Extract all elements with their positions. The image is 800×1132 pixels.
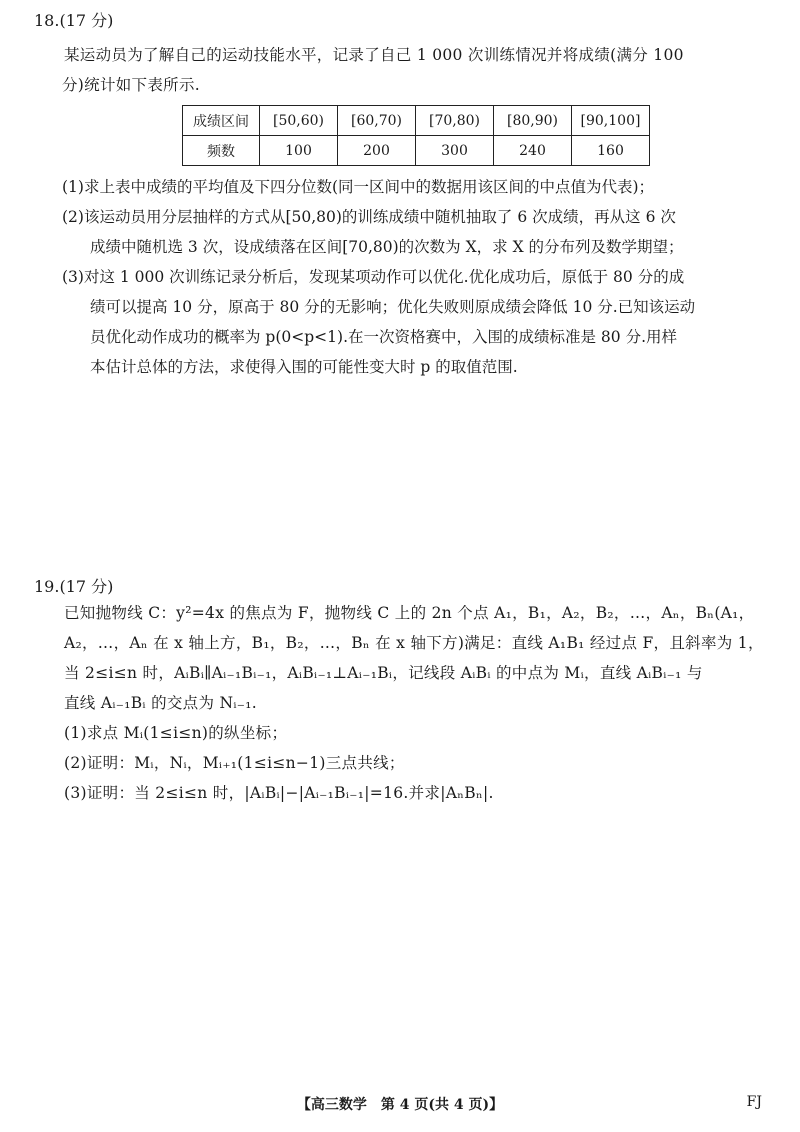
q19-part2: (2)证明：Mᵢ，Nᵢ，Mᵢ₊₁(1≤i≤n−1)三点共线； (64, 754, 405, 772)
table-row (183, 136, 650, 166)
q18-intro (64, 40, 772, 100)
q18-part3-line1: (3)对这 1 000 次训练记录分析后，发现某项动作可以优化.优化成功后，原低于 80 分的成 (62, 268, 685, 286)
page-footer: 【高三数学 第 4 页(共 4 页)】 (296, 1097, 504, 1113)
table-cell: [50,60) (260, 106, 338, 136)
q19-line2: A₂，…，Aₙ 在 x 轴上方，B₁，B₂，…，Bₙ 在 x 轴下方)满足：直线 A₁B₁ 经过点 F，且斜率为 1， (64, 634, 764, 652)
q18-part3-line4: 本估计总体的方法，求使得入围的可能性变大时 p 的取值范围. (90, 358, 518, 376)
q18-part3-line3: 员优化动作成功的概率为 p(0<p<1).在一次资格赛中，入围的成绩标准是 80 分.用样 (90, 328, 677, 346)
q19-part1: (1)求点 Mᵢ(1≤i≤n)的纵坐标； (64, 724, 288, 742)
table-cell: 300 (416, 136, 494, 166)
q19-line4: 直线 Aᵢ₋₁Bᵢ 的交点为 Nᵢ₋₁. (64, 694, 257, 712)
q18-intro-line1: 某运动员为了解自己的运动技能水平，记录了自己 1 000 次训练情况并将成绩(满分 100 (64, 46, 684, 64)
q18-part3-line2: 绩可以提高 10 分，原高于 80 分的无影响；优化失败则原成绩会降低 10 分.已知该运动 (90, 298, 696, 316)
table-cell: 100 (260, 136, 338, 166)
table-cell: [60,70) (338, 106, 416, 136)
q19-line3: 当 2≤i≤n 时，AᵢBᵢ∥Aᵢ₋₁Bᵢ₋₁，AᵢBᵢ₋₁⊥Aᵢ₋₁Bᵢ，记线段 AᵢBᵢ 的中点为 Mᵢ，直线 AᵢBᵢ₋₁ 与 (64, 664, 703, 682)
q19-body (64, 598, 772, 808)
q19-part3: (3)证明：当 2≤i≤n 时，|AᵢBᵢ|−|Aᵢ₋₁Bᵢ₋₁|=16.并求|AₙBₙ|. (64, 784, 494, 802)
table-cell: [70,80) (416, 106, 494, 136)
footer-code: FJ (746, 1094, 762, 1110)
q18-part2 (62, 202, 772, 262)
q18-part1: (1)求上表中成绩的平均值及下四分位数(同一区间中的数据用该区间的中点值为代表)； (62, 178, 655, 196)
table-cell: 240 (494, 136, 572, 166)
q18-part2-line2: 成绩中随机选 3 次，设成绩落在区间[70,80)的次数为 X，求 X 的分布列及数学期望； (90, 238, 684, 256)
table-header-row (183, 106, 650, 136)
q19-title: 19.(17 分) (34, 577, 114, 596)
table-header-label: 成绩区间 (183, 106, 260, 136)
table-cell: [90,100] (572, 106, 650, 136)
q18-intro-line2: 分)统计如下表所示. (62, 76, 200, 94)
q18-title: 18.(17 分) (34, 11, 114, 30)
q19-line1: 已知抛物线 C：y²=4x 的焦点为 F，抛物线 C 上的 2n 个点 A₁，B₁，A₂，B₂，…，Aₙ，Bₙ(A₁， (64, 604, 755, 622)
table-cell: 160 (572, 136, 650, 166)
frequency-table (182, 105, 650, 166)
q18-part2-line1: (2)该运动员用分层抽样的方式从[50,80)的训练成绩中随机抽取了 6 次成绩，再从这 6 次 (62, 208, 676, 226)
q18-part3 (62, 262, 772, 382)
table-cell: [80,90) (494, 106, 572, 136)
table-cell: 200 (338, 136, 416, 166)
table-row-label: 频数 (183, 136, 260, 166)
